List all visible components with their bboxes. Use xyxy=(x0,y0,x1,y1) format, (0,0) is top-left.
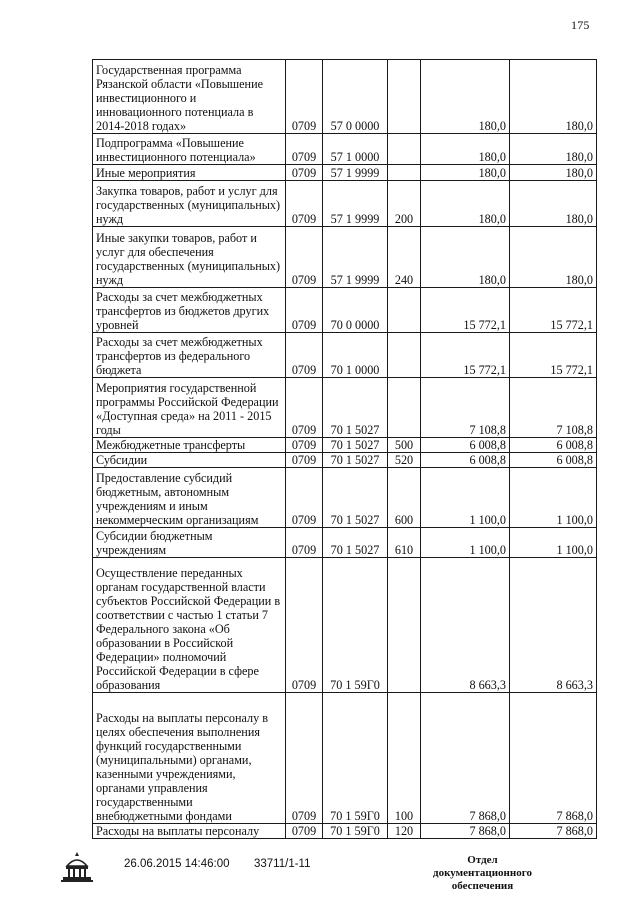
row-section-cell: 0709 xyxy=(286,378,323,438)
table-row xyxy=(93,60,597,134)
row-expense-type-cell: 500 xyxy=(388,438,421,453)
row-target-cell: 70 1 59Г0 xyxy=(323,693,388,824)
row-section-cell: 0709 xyxy=(286,60,323,134)
row-amount-total-cell: 15 772,1 xyxy=(510,333,597,378)
row-amount-total-cell: 8 663,3 xyxy=(510,558,597,693)
row-amount-cell: 180,0 xyxy=(421,134,510,165)
row-expense-type-cell xyxy=(388,333,421,378)
row-amount-cell: 8 663,3 xyxy=(421,558,510,693)
row-amount-total-cell: 6 008,8 xyxy=(510,453,597,468)
row-name-cell: Расходы за счет межбюджетных трансфертов из федерального бюджета xyxy=(93,333,286,378)
row-expense-type-cell: 610 xyxy=(388,528,421,558)
row-amount-total-cell: 1 100,0 xyxy=(510,528,597,558)
row-expense-type-cell xyxy=(388,558,421,693)
table-row xyxy=(93,558,597,693)
footer-department xyxy=(420,854,545,893)
row-target-cell: 57 1 9999 xyxy=(323,165,388,181)
table-row xyxy=(93,438,597,453)
row-section-cell: 0709 xyxy=(286,824,323,839)
row-amount-cell: 180,0 xyxy=(421,227,510,288)
row-section-cell: 0709 xyxy=(286,438,323,453)
row-target-cell: 70 1 5027 xyxy=(323,438,388,453)
row-target-cell: 70 1 59Г0 xyxy=(323,558,388,693)
row-name-cell: Субсидии бюджетным учреждениям xyxy=(93,528,286,558)
row-amount-cell: 6 008,8 xyxy=(421,438,510,453)
row-amount-cell: 180,0 xyxy=(421,60,510,134)
row-amount-total-cell: 15 772,1 xyxy=(510,288,597,333)
row-section-cell: 0709 xyxy=(286,558,323,693)
row-amount-cell: 7 108,8 xyxy=(421,378,510,438)
row-amount-total-cell: 180,0 xyxy=(510,181,597,227)
table-row xyxy=(93,378,597,438)
row-amount-total-cell: 180,0 xyxy=(510,134,597,165)
row-section-cell: 0709 xyxy=(286,333,323,378)
row-target-cell: 57 1 9999 xyxy=(323,227,388,288)
row-section-cell: 0709 xyxy=(286,134,323,165)
row-name-cell: Осуществление переданных органам государственной власти субъектов Российской Федерации в соответствии с частью 1 статьи 7 Федерального закона «Об образовании в Российской Федерации» полномочий Российской Федерации в сфере образования xyxy=(93,558,286,693)
table-row xyxy=(93,288,597,333)
row-amount-cell: 7 868,0 xyxy=(421,824,510,839)
row-expense-type-cell: 600 xyxy=(388,468,421,528)
row-section-cell: 0709 xyxy=(286,528,323,558)
row-name-cell: Расходы на выплаты персоналу в целях обеспечения выполнения функций государственными (муниципальными) органами, казенными учреждениями, органами управления государственными внебюджетными фондами xyxy=(93,693,286,824)
row-amount-total-cell: 7 108,8 xyxy=(510,378,597,438)
row-name-cell: Подпрограмма «Повышение инвестиционного потенциала» xyxy=(93,134,286,165)
row-amount-total-cell: 180,0 xyxy=(510,60,597,134)
row-expense-type-cell: 120 xyxy=(388,824,421,839)
row-amount-cell: 15 772,1 xyxy=(421,288,510,333)
row-section-cell: 0709 xyxy=(286,693,323,824)
row-amount-cell: 1 100,0 xyxy=(421,468,510,528)
table-row xyxy=(93,165,597,181)
row-target-cell: 70 0 0000 xyxy=(323,288,388,333)
row-section-cell: 0709 xyxy=(286,165,323,181)
row-name-cell: Мероприятия государственной программы Российской Федерации «Доступная среда» на 2011 - 2015 годы xyxy=(93,378,286,438)
row-amount-total-cell: 180,0 xyxy=(510,227,597,288)
footer-department-line1: Отдел документационного xyxy=(433,854,532,879)
row-expense-type-cell xyxy=(388,378,421,438)
row-amount-cell: 7 868,0 xyxy=(421,693,510,824)
table-row xyxy=(93,528,597,558)
page-number: 175 xyxy=(571,18,590,32)
row-section-cell: 0709 xyxy=(286,468,323,528)
table-row xyxy=(93,227,597,288)
row-amount-cell: 1 100,0 xyxy=(421,528,510,558)
table-row xyxy=(93,468,597,528)
row-amount-cell: 6 008,8 xyxy=(421,453,510,468)
row-section-cell: 0709 xyxy=(286,453,323,468)
row-amount-cell: 180,0 xyxy=(421,165,510,181)
row-target-cell: 57 1 0000 xyxy=(323,134,388,165)
row-expense-type-cell xyxy=(388,134,421,165)
row-target-cell: 57 1 9999 xyxy=(323,181,388,227)
row-name-cell: Предоставление субсидий бюджетным, автономным учреждениям и иным некоммерческим организациям xyxy=(93,468,286,528)
row-target-cell: 70 1 5027 xyxy=(323,468,388,528)
row-amount-total-cell: 7 868,0 xyxy=(510,824,597,839)
row-amount-total-cell: 180,0 xyxy=(510,165,597,181)
budget-table xyxy=(92,59,597,839)
row-section-cell: 0709 xyxy=(286,227,323,288)
row-amount-total-cell: 7 868,0 xyxy=(510,693,597,824)
table-row xyxy=(93,181,597,227)
row-amount-cell: 180,0 xyxy=(421,181,510,227)
row-amount-total-cell: 1 100,0 xyxy=(510,468,597,528)
footer-document-code: 33711/1-11 xyxy=(254,858,311,870)
row-name-cell: Расходы за счет межбюджетных трансфертов из бюджетов других уровней xyxy=(93,288,286,333)
row-section-cell: 0709 xyxy=(286,288,323,333)
row-expense-type-cell: 240 xyxy=(388,227,421,288)
row-target-cell: 70 1 0000 xyxy=(323,333,388,378)
row-target-cell: 57 0 0000 xyxy=(323,60,388,134)
row-target-cell: 70 1 59Г0 xyxy=(323,824,388,839)
table-row xyxy=(93,693,597,824)
row-name-cell: Закупка товаров, работ и услуг для государственных (муниципальных) нужд xyxy=(93,181,286,227)
table-row xyxy=(93,824,597,839)
row-name-cell: Государственная программа Рязанской области «Повышение инвестиционного и инновационного потенциала в 2014-2018 годах» xyxy=(93,60,286,134)
row-name-cell: Иные мероприятия xyxy=(93,165,286,181)
footer-datetime: 26.06.2015 14:46:00 xyxy=(124,858,230,870)
row-expense-type-cell: 100 xyxy=(388,693,421,824)
row-name-cell: Иные закупки товаров, работ и услуг для обеспечения государственных (муниципальных) нужд xyxy=(93,227,286,288)
row-amount-total-cell: 6 008,8 xyxy=(510,438,597,453)
table-row xyxy=(93,333,597,378)
row-expense-type-cell: 520 xyxy=(388,453,421,468)
row-expense-type-cell xyxy=(388,165,421,181)
row-amount-cell: 15 772,1 xyxy=(421,333,510,378)
table-row xyxy=(93,134,597,165)
row-expense-type-cell: 200 xyxy=(388,181,421,227)
footer-department-line2: обеспечения xyxy=(451,880,514,892)
row-target-cell: 70 1 5027 xyxy=(323,528,388,558)
row-target-cell: 70 1 5027 xyxy=(323,453,388,468)
table-row xyxy=(93,453,597,468)
row-name-cell: Субсидии xyxy=(93,453,286,468)
row-name-cell: Расходы на выплаты персоналу xyxy=(93,824,286,839)
row-target-cell: 70 1 5027 xyxy=(323,378,388,438)
row-name-cell: Межбюджетные трансферты xyxy=(93,438,286,453)
row-expense-type-cell xyxy=(388,288,421,333)
duma-emblem-logo xyxy=(58,850,96,884)
row-section-cell: 0709 xyxy=(286,181,323,227)
row-expense-type-cell xyxy=(388,60,421,134)
